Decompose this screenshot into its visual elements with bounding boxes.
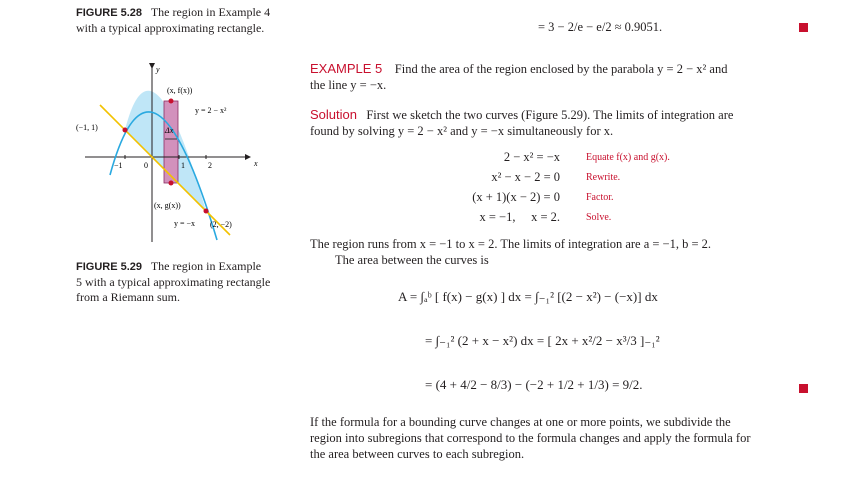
x-axis-label: x	[254, 159, 258, 168]
label-gx-point: (x, g(x))	[154, 201, 181, 210]
closing-text-3: the area between curves to each subregion.	[310, 447, 525, 461]
region-text	[310, 236, 825, 268]
closing-text-2: region into subregions that correspond to the formula changes and apply the formula for	[310, 431, 751, 445]
step-4-equation: x = −1, x = 2.	[479, 210, 560, 224]
step-1-equation: 2 − x² = −x	[503, 150, 560, 164]
tick-neg1: −1	[114, 161, 123, 170]
previous-result-text: = 3 − 2/e − e/2 ≈ 0.9051.	[538, 20, 663, 34]
example-text-2: the line y = −x.	[310, 78, 387, 92]
figure-5-28-label: FIGURE 5.28	[76, 7, 143, 19]
closing-text-1: If the formula for a bounding curve changes at one or more points, we subdivide the	[310, 415, 731, 429]
figure-5-29-text-2: 5 with a typical approximating rectangle	[76, 275, 271, 289]
example-5	[310, 61, 815, 93]
figure-5-28-caption	[76, 5, 306, 36]
figure-5-28-text-1: The region in Example 4	[150, 5, 271, 19]
point-fx	[169, 99, 174, 104]
step-3-note: Factor.	[586, 192, 614, 203]
figure-5-29-graph	[70, 60, 280, 250]
label-line: y = −x	[174, 219, 196, 228]
label-left-point: (−1, 1)	[76, 123, 98, 132]
solution-text-1: First we sketch the two curves (Figure 5.29). The limits of integration are	[366, 108, 734, 122]
step-4-note: Solve.	[586, 212, 612, 223]
integral-line-1: A = ∫ₐᵇ [ f(x) − g(x) ] dx = ∫₋₁² [(2 − x²) − (−x)] dx	[398, 289, 658, 304]
tick-1: 1	[181, 161, 185, 170]
closing-paragraph	[310, 414, 825, 462]
label-right-point: (2, −2)	[210, 220, 232, 229]
point-right	[204, 209, 209, 214]
end-of-example-5-marker	[799, 384, 808, 393]
region-text-1: The region runs from x = −1 to x = 2. The limits of integration are a = −1, b = 2.	[310, 237, 712, 251]
step-3-equation: (x + 1)(x − 2) = 0	[472, 190, 560, 204]
figure-5-29-caption	[76, 259, 301, 305]
solution	[310, 107, 815, 139]
step-2-equation: x² − x − 2 = 0	[491, 170, 560, 184]
tick-0: 0	[144, 161, 148, 170]
label-fx-point: (x, f(x))	[167, 86, 193, 95]
integral-line-2: = ∫₋₁² (2 + x − x²) dx = [ 2x + x²/2 − x³/3 ]₋₁²	[425, 333, 660, 348]
figure-5-29-label: FIGURE 5.29	[76, 261, 143, 273]
step-1-note: Equate f(x) and g(x).	[586, 152, 670, 163]
region-text-2: The area between the curves is	[335, 253, 489, 267]
step-2-note: Rewrite.	[586, 172, 621, 183]
previous-result	[538, 20, 662, 35]
label-delta-x: Δx	[165, 126, 174, 135]
y-axis-label: y	[156, 65, 160, 74]
point-gx	[169, 181, 174, 186]
example-text-1: Find the area of the region enclosed by the parabola y = 2 − x² and	[394, 62, 728, 76]
label-parabola: y = 2 − x²	[195, 106, 227, 115]
figure-5-29-text-3: from a Riemann sum.	[76, 290, 180, 304]
figure-5-29-text-1: The region in Example	[150, 259, 262, 273]
figure-5-28-text-2: with a typical approximating rectangle.	[76, 21, 265, 35]
tick-2: 2	[208, 161, 212, 170]
point-left	[123, 128, 128, 133]
integral-line-3: = (4 + 4/2 − 8/3) − (−2 + 1/2 + 1/3) = 9/2.	[425, 377, 643, 392]
solution-label: Solution	[310, 107, 357, 122]
example-label: EXAMPLE 5	[310, 61, 383, 76]
solution-text-2: found by solving y = 2 − x² and y = −x simultaneously for x.	[310, 124, 614, 138]
end-of-example-marker	[799, 23, 808, 32]
